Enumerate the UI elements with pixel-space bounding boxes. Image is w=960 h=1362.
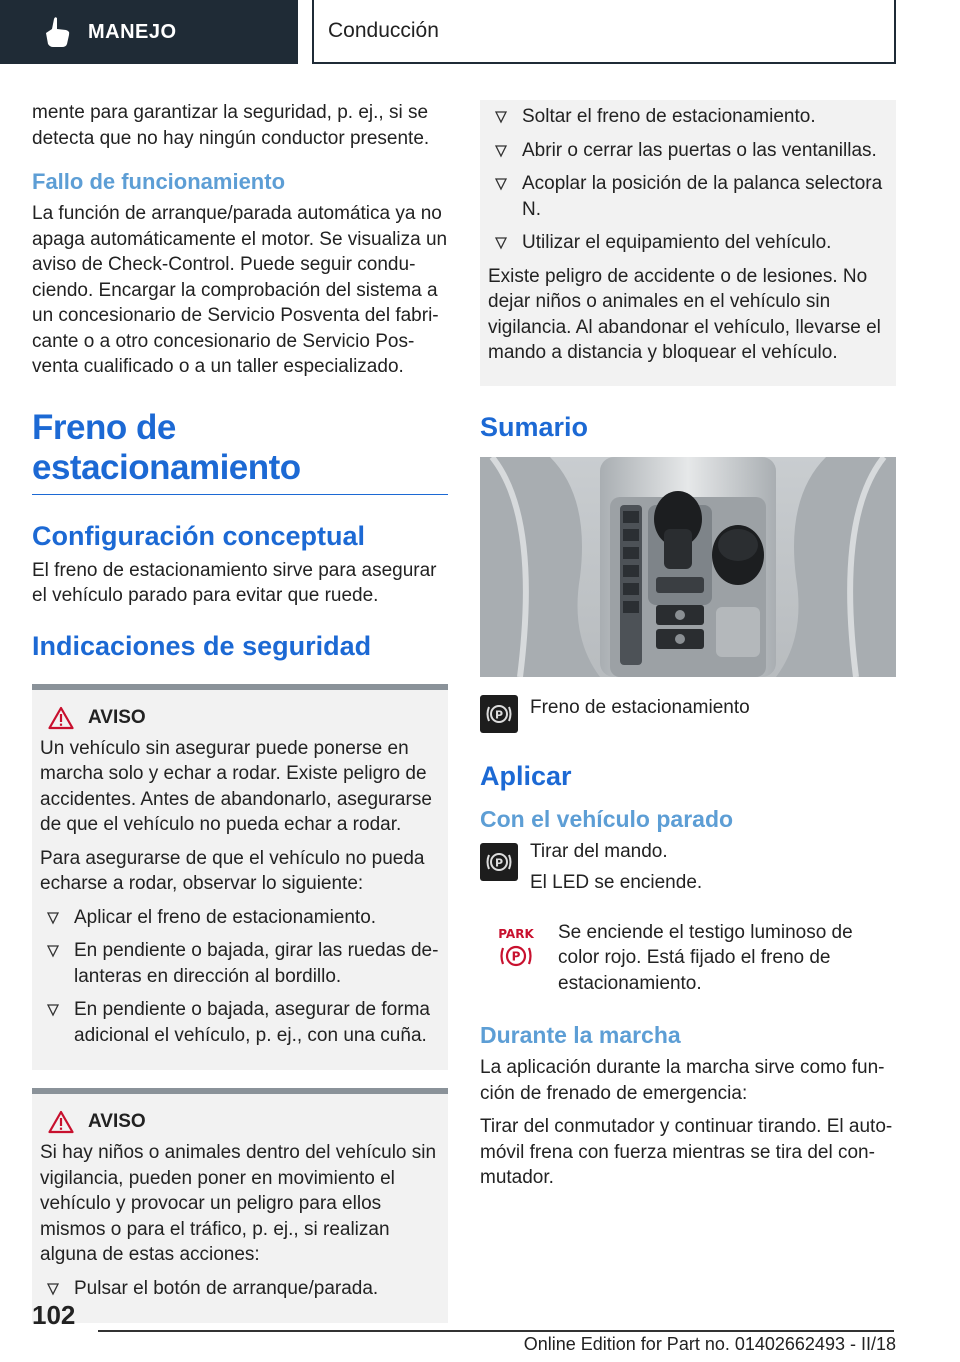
svg-text:P: P <box>511 949 521 963</box>
park-indicator-row <box>480 920 896 1003</box>
list-item: En pendiente o bajada, asegurar de forma adicional el vehículo, p. ej., con una cuña. <box>40 997 440 1048</box>
list-item: Pulsar el botón de arranque/parada. <box>40 1276 440 1302</box>
apply-heading: Aplicar <box>480 760 572 791</box>
page-number: 102 <box>32 1300 76 1330</box>
left-column <box>32 100 448 1323</box>
malfunction-heading: Fallo de funcionamiento <box>32 169 286 194</box>
parking-brake-button-icon <box>480 695 518 733</box>
triangle-bullet-icon <box>46 1003 60 1017</box>
triangle-bullet-icon <box>494 144 508 158</box>
svg-text:PARK: PARK <box>498 926 534 941</box>
list-item: Aplicar el freno de estacionamiento. <box>40 905 440 931</box>
stationary-text2: El LED se enciende. <box>530 872 703 893</box>
driving-heading: Durante la marcha <box>480 1022 681 1048</box>
stationary-text1: Tirar del mando. <box>530 840 668 862</box>
section-tab <box>0 0 298 64</box>
triangle-bullet-icon <box>494 110 508 124</box>
warning2-text1: Si hay niños o animales dentro del vehículo sin vigilancia, pueden poner en movimiento el vehículo y provocar un peligro para ellos mismos o para el tráfico, p. ej., si realizan alguna de estas acciones: <box>40 1142 437 1265</box>
list-item: En pendiente o bajada, girar las ruedas delanteras en dirección al bordillo. <box>40 938 440 989</box>
list-item: Acoplar la posición de la palanca selectora N. <box>488 171 888 222</box>
warning1-list <box>40 905 440 1049</box>
triangle-bullet-icon <box>46 911 60 925</box>
warning2-conclusion: Existe peligro de accidente o de lesiones. No dejar niños o animales en el vehículo sin vigilancia. Al abandonar el vehículo, llevarse el mando a distancia y bloquear el vehículo. <box>488 265 881 363</box>
warning2-list <box>40 1276 440 1302</box>
concept-text: El freno de estacionamiento sirve para asegurar el vehículo parado para evitar que ruede. <box>32 559 437 606</box>
warning-box-1 <box>32 684 448 1071</box>
parking-brake-caption-row <box>480 695 896 733</box>
safety-heading: Indicaciones de seguridad <box>32 630 372 661</box>
list-item: Utilizar el equipamiento del vehículo. <box>488 230 888 256</box>
warning-box-2 <box>32 1088 448 1323</box>
warning1-text2: Para asegurarse de que el vehículo no pueda echarse a rodar, observar lo siguiente: <box>40 847 425 894</box>
warning2-list-continued <box>488 104 888 256</box>
stationary-instructions <box>480 839 896 902</box>
malfunction-text: La función de arranque/parada automática ya no apaga automáticamente el motor. Se visualiza un aviso de Check-Control. Puede seguir conduciendo. Encargar la comprobación del sistema a un concesionario de Servicio Posventa del fabricante o a otro concesionario de Servicio Posventa cualificado o a un taller especializado. <box>32 203 448 377</box>
chapter-title: Conducción <box>312 0 896 64</box>
edition-text: Online Edition for Part no. 01402662493 - II/18 <box>523 1334 896 1354</box>
center-console-photo <box>480 457 896 677</box>
hand-icon <box>40 15 74 49</box>
right-column <box>480 100 896 1199</box>
footer-divider <box>98 1330 894 1332</box>
console-illustration <box>480 457 896 677</box>
warning-triangle-icon <box>48 1110 74 1134</box>
park-warning-light-icon <box>492 924 540 972</box>
triangle-bullet-icon <box>46 1282 60 1296</box>
list-item: Abrir o cerrar las puertas o las ventanillas. <box>488 138 888 164</box>
list-item: Soltar el freno de estacionamiento. <box>488 104 888 130</box>
driving-text1: La aplicación durante la marcha sirve como función de frenado de emergencia: <box>480 1057 885 1104</box>
park-light-text: Se enciende el testigo luminoso de color rojo. Está fijado el freno de estacionamiento. <box>558 921 853 994</box>
svg-text:P: P <box>494 856 504 869</box>
parking-brake-button-icon <box>480 843 518 881</box>
warning-box-2-continued <box>480 100 896 386</box>
intro-text: mente para garantizar la seguridad, p. ej., si se detecta que no hay ningún conductor presente. <box>32 102 430 149</box>
warning-triangle-icon <box>48 706 74 730</box>
warning-title-1: AVISO <box>40 706 440 730</box>
triangle-bullet-icon <box>494 236 508 250</box>
page-header <box>0 0 960 66</box>
svg-text:P: P <box>494 708 504 721</box>
warning-title-2: AVISO <box>40 1110 440 1134</box>
stationary-heading: Con el vehículo parado <box>480 805 734 832</box>
triangle-bullet-icon <box>494 177 508 191</box>
concept-heading: Configuración conceptual <box>32 520 366 551</box>
triangle-bullet-icon <box>46 944 60 958</box>
summary-heading: Sumario <box>480 411 589 442</box>
main-heading: Freno de estacionamiento <box>32 408 448 495</box>
section-label: MANEJO <box>88 20 177 43</box>
driving-text2: Tirar del conmutador y continuar tirando. El automóvil frena con fuerza mientras se tira del conmutador. <box>480 1116 893 1188</box>
warning1-text1: Un vehículo sin asegurar puede ponerse en marcha solo y echar a rodar. Existe peligro de accidentes. Antes de abandonarlo, asegurarse de que el vehículo no pueda echar a rodar. <box>40 737 432 835</box>
photo-caption: Freno de estacionamiento <box>530 696 750 718</box>
